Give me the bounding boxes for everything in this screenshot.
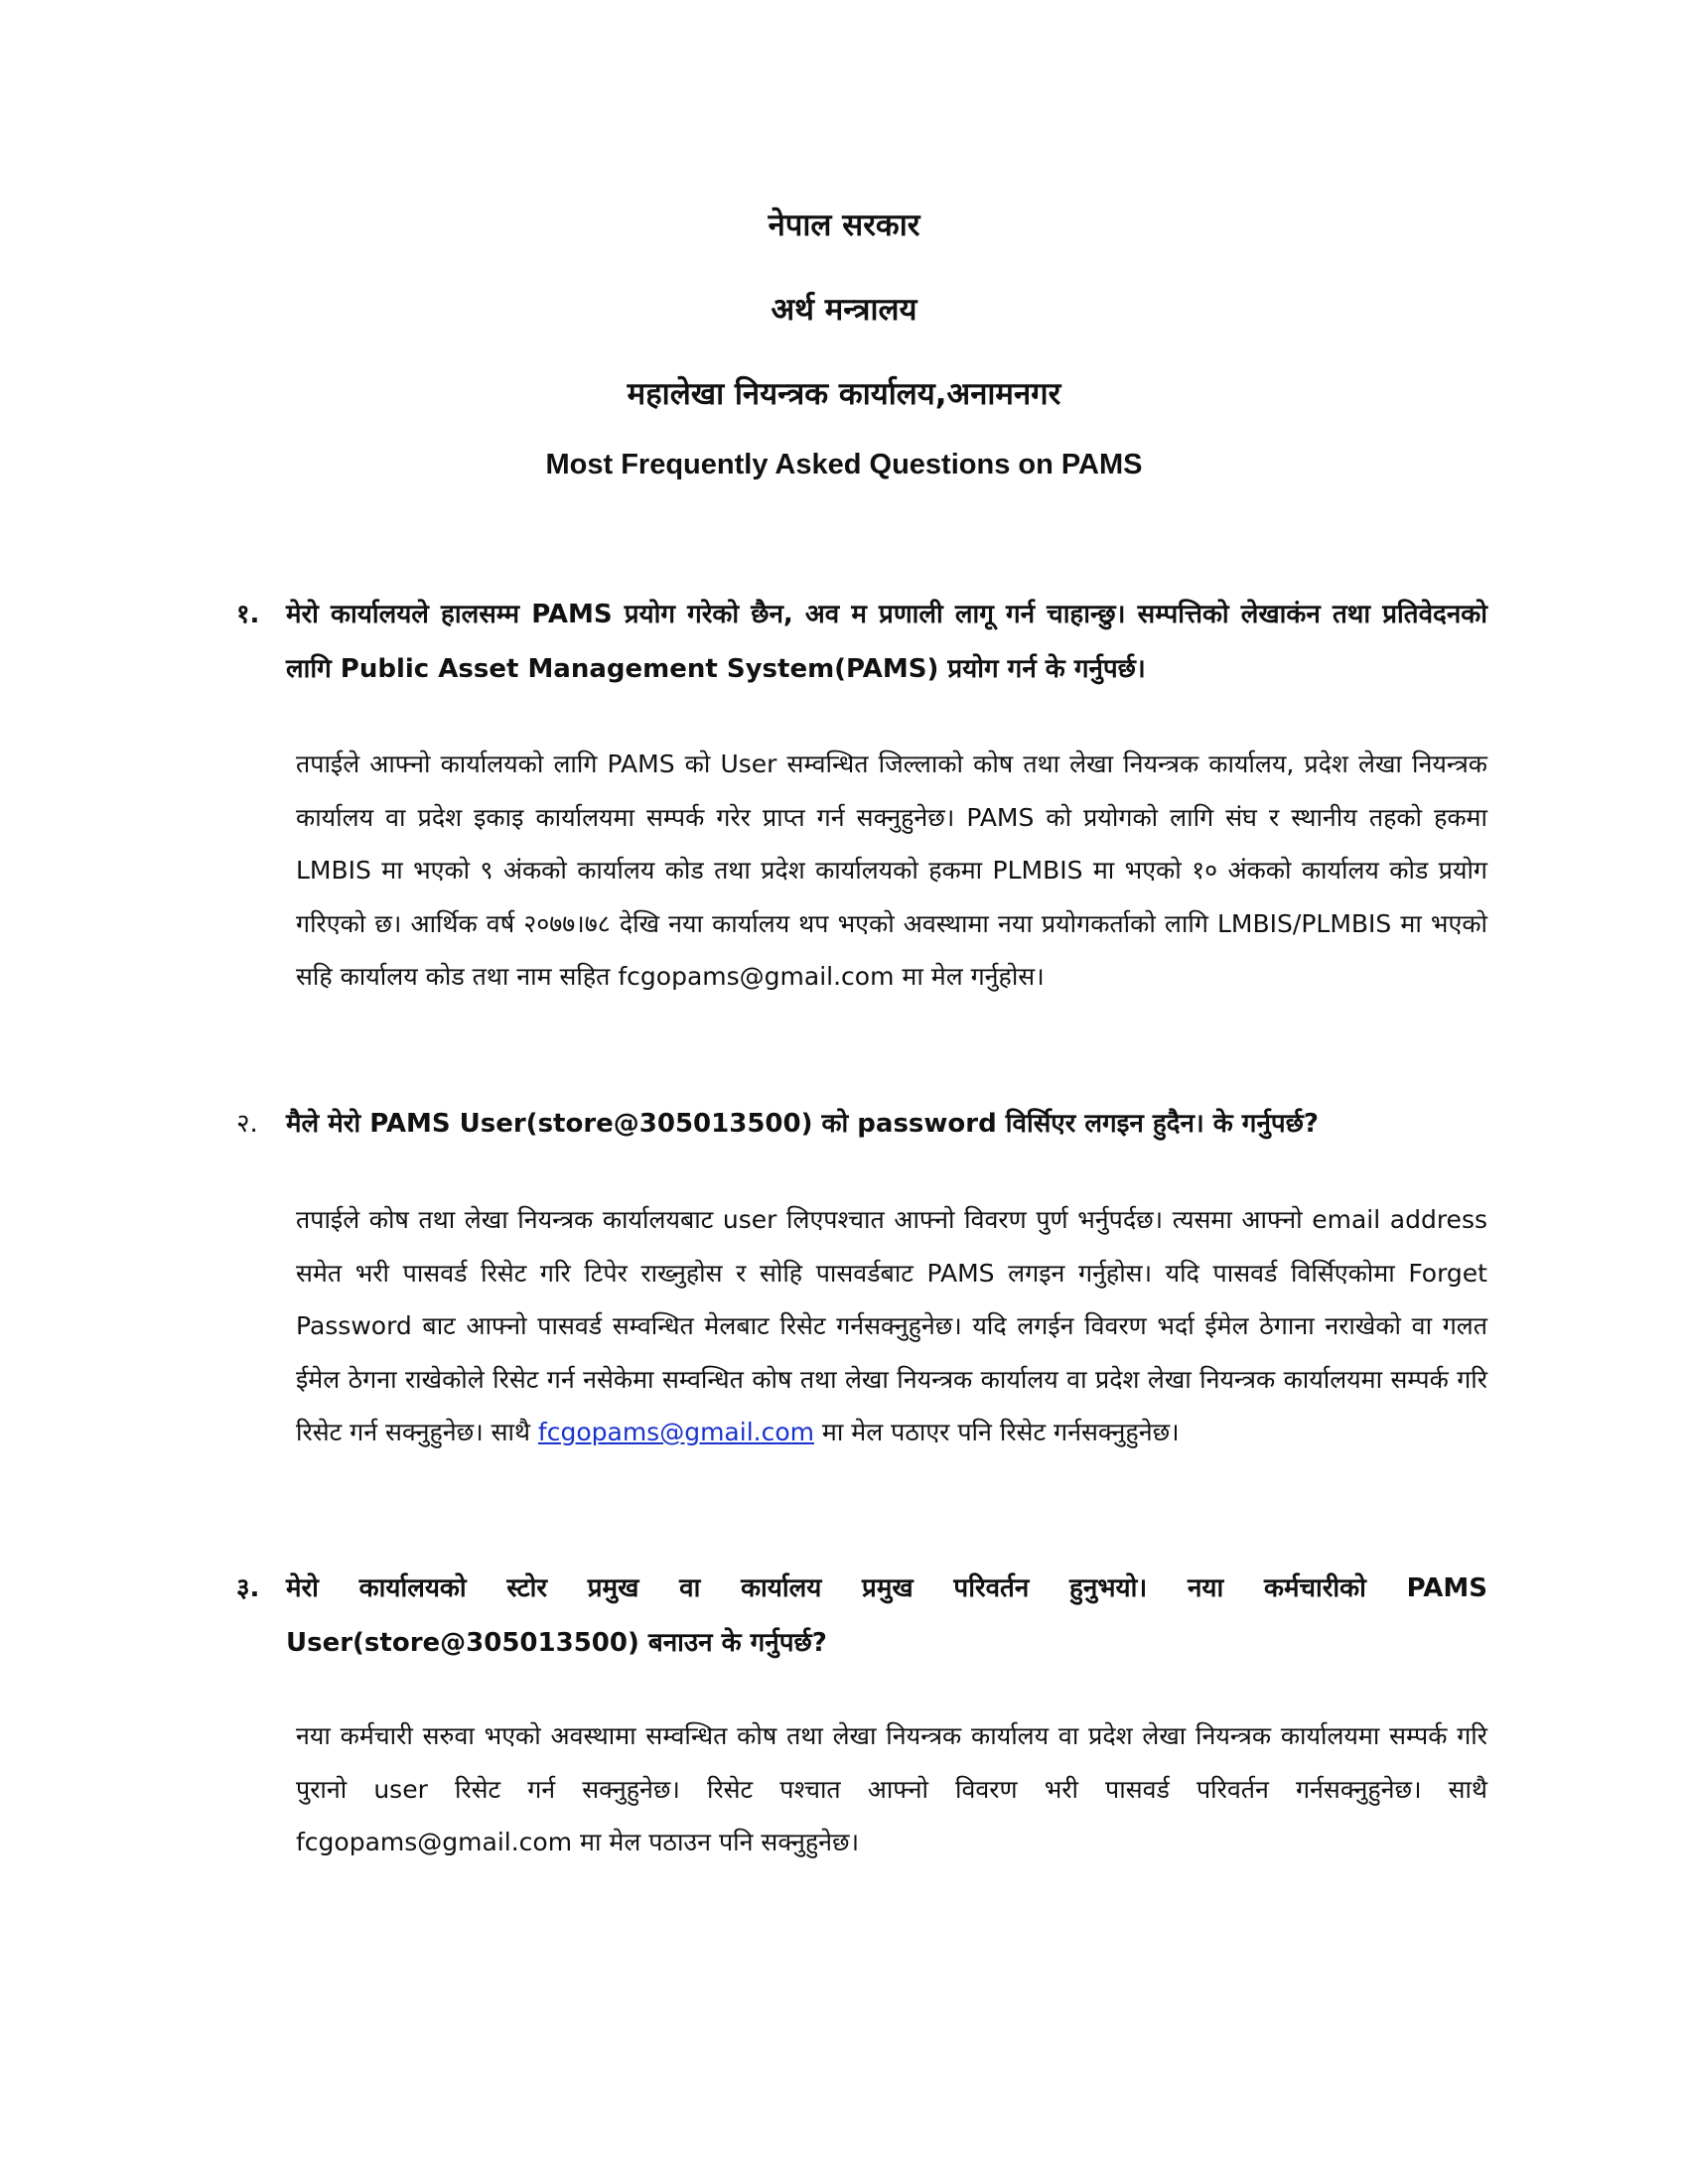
answer-text-end: मा मेल पठाएर पनि रिसेट गर्नसक्नुहुनेछ। <box>813 1418 1180 1446</box>
ministry-title: अर्थ मन्त्रालय <box>771 292 917 328</box>
faq-answer-2 <box>296 1193 1487 1459</box>
faq-question-2 <box>236 1097 1487 1152</box>
government-title: नेपाल सरकार <box>768 207 920 243</box>
faq-question-3 <box>236 1562 1487 1671</box>
question-text: मेरो कार्यालयको स्टोर प्रमुख वा कार्यालय प्रमुख परिवर्तन हुनुभयो। नया कर्मचारीको PAMS User(store@305013500) बनाउन के गर्नुपर्छ? <box>286 1573 1487 1658</box>
email-link[interactable]: fcgopams@gmail.com <box>537 1418 814 1446</box>
answer-text: तपाईले कोष तथा लेखा नियन्त्रक कार्यालयबाट user लिएपश्चात आफ्नो विवरण पुर्ण भर्नुपर्दछ। त्यसमा आफ्नो email address समेत भरी पासवर्ड रिसेट गरि टिपेर राख्नुहोस र सोहि पासवर्डबाट PAMS लगइन गर्नुहोस। यदि पासवर्ड विर्सिएकोमा Forget Password बाट आफ्नो पासवर्ड सम्वन्धित मेलबाट रिसेट गर्नसक्नुहुनेछ। यदि लगईन विवरण भर्दा ईमेल ठेगाना नराखेको वा गलत ईमेल ठेगना राखेकोले रिसेट गर्न नसेकेमा सम्वन्धित कोष तथा लेखा नियन्त्रक कार्यालय वा प्रदेश लेखा नियन्त्रक कार्यालयमा सम्पर्क गरि रिसेट गर्न सक्नुहुनेछ। साथै <box>296 1205 1487 1446</box>
document-subtitle: Most Frequently Asked Questions on PAMS <box>545 449 1143 480</box>
question-text: मैले मेरो PAMS User(store@305013500) को password विर्सिएर लगइन हुदैन। के गर्नुपर्छ? <box>286 1109 1319 1139</box>
office-title: महालेखा नियन्त्रक कार्यालय,अनामनगर <box>627 376 1061 412</box>
question-number: १. <box>236 600 260 629</box>
faq-answer-3: नया कर्मचारी सरुवा भएको अवस्थामा सम्वन्धित कोष तथा लेखा नियन्त्रक कार्यालय वा प्रदेश लेखा नियन्त्रक कार्यालयमा सम्पर्क गरि पुरानो user रिसेट गर्न सक्नुहुनेछ। रिसेट पश्चात आफ्नो विवरण भरी पासवर्ड परिवर्तन गर्नसक्नुहुनेछ। साथै fcgopams@gmail.com मा मेल पठाउन पनि सक्नुहुनेछ। <box>296 1721 1487 1856</box>
faq-answer-1: तपाईले आफ्नो कार्यालयको लागि PAMS को User सम्वन्धित जिल्लाको कोष तथा लेखा नियन्त्रक कार्यालय, प्रदेश लेखा नियन्त्रक कार्यालय वा प्रदेश इकाइ कार्यालयमा सम्पर्क गरेर प्राप्त गर्न सक्नुहुनेछ। PAMS को प्रयोगको लागि संघ र स्थानीय तहको हकमा LMBIS मा भएको ९ अंकको कार्यालय कोड तथा प्रदेश कार्यालयको हकमा PLMBIS मा भएको १० अंकको कार्यालय कोड प्रयोग गरिएको छ। आर्थिक वर्ष २०७७।७८ देखि नया कार्यालय थप भएको अवस्थामा नया प्रयोगकर्ताको लागि LMBIS/PLMBIS मा भएको सहि कार्यालय कोड तथा नाम सहित fcgopams@gmail.com मा मेल गर्नुहोस। <box>296 750 1487 991</box>
question-number: २. <box>236 1109 258 1139</box>
question-number: ३. <box>236 1573 260 1603</box>
faq-question-1 <box>236 588 1487 697</box>
question-text: मेरो कार्यालयले हालसम्म PAMS प्रयोग गरेको छैन, अव म प्रणाली लागू गर्न चाहान्छु। सम्पत्तिको लेखाकंन तथा प्रतिवेदनको लागि Public Asset Management System(PAMS) प्रयोग गर्न के गर्नुपर्छ। <box>286 600 1487 684</box>
